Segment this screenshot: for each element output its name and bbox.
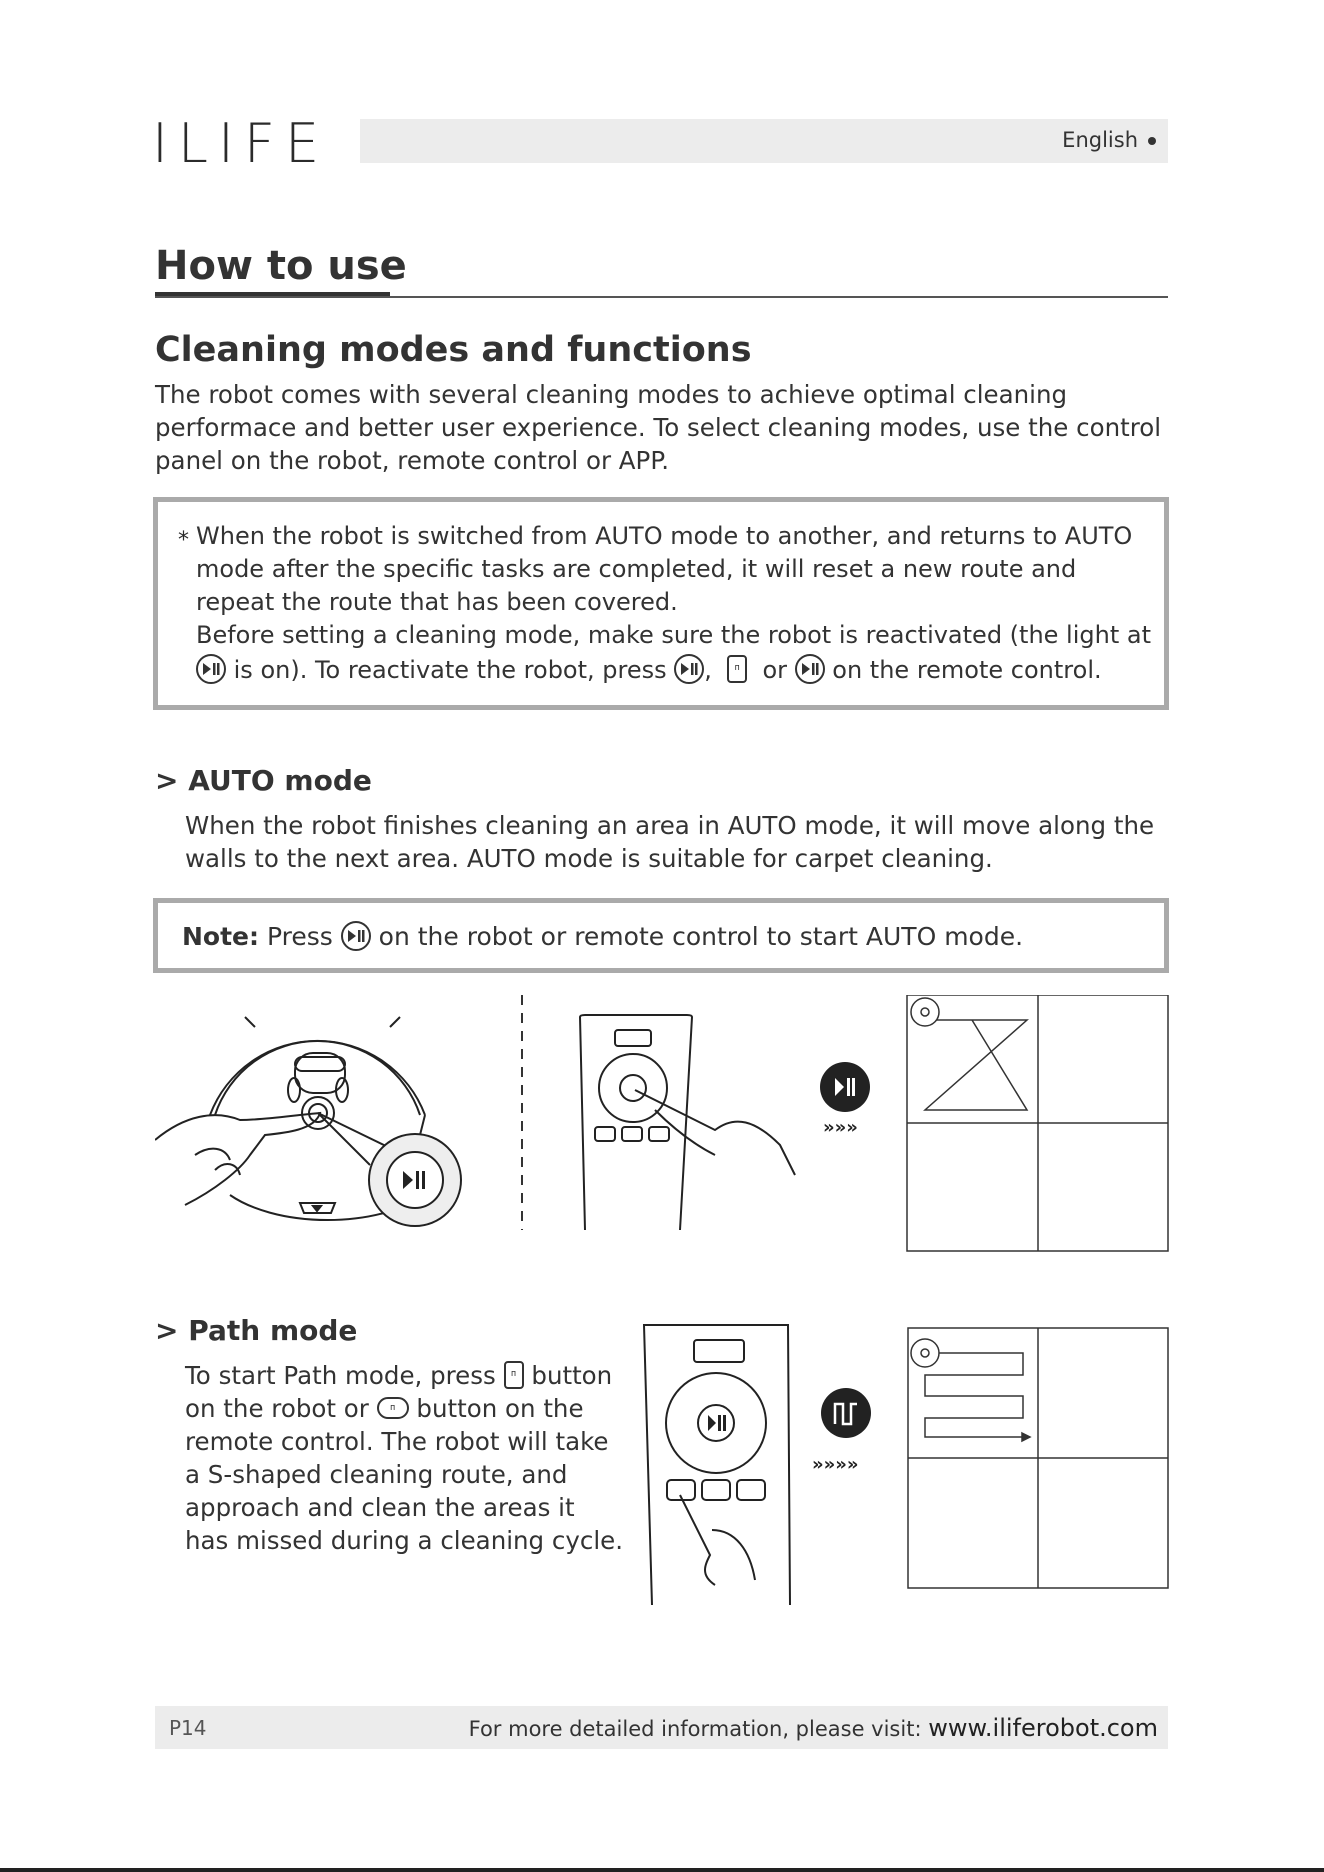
subsection-title: Cleaning modes and functions	[155, 330, 752, 370]
path-mode-line: approach and clean the areas it	[185, 1493, 575, 1522]
bullet-icon	[1148, 137, 1156, 145]
auto-note-box	[153, 898, 1169, 973]
notice-fragment: on the remote control.	[832, 656, 1102, 684]
notice-line: mode after the specific tasks are completed, it will reset a new route and	[196, 555, 1077, 583]
remote-illustration	[644, 1325, 790, 1605]
auto-path-grid	[907, 995, 1168, 1251]
path-mode-icon: ᴨ	[504, 1361, 524, 1389]
path-fragment: button	[531, 1361, 613, 1390]
path-fragment: To start Path mode, press	[185, 1361, 496, 1390]
notice-fragment: is on). To reactivate the robot, press	[233, 656, 667, 684]
play-pause-badge-icon	[820, 1062, 870, 1112]
intro-line: panel on the robot, remote control or APP.	[155, 446, 670, 475]
notice-fragment: ,	[704, 656, 712, 684]
auto-mode-title: > AUTO mode	[155, 764, 372, 797]
section-title: How to use	[155, 243, 407, 289]
asterisk: *	[178, 528, 189, 553]
remote-illustration	[580, 1015, 795, 1230]
path-mode-line	[185, 1392, 623, 1425]
footer-label: For more detailed information, please visit:	[468, 1717, 922, 1741]
footer-bar	[155, 1706, 1168, 1749]
path-mode-line: remote control. The robot will take	[185, 1427, 609, 1456]
play-pause-icon	[196, 654, 226, 684]
auto-note-text	[182, 920, 1023, 953]
auto-mode-line: walls to the next area. AUTO mode is suitable for carpet cleaning.	[185, 844, 993, 873]
note-label: Note:	[182, 922, 260, 951]
bottom-edge	[0, 1868, 1324, 1872]
robot-illustration	[155, 1017, 461, 1226]
play-pause-icon	[341, 921, 371, 951]
auto-mode-line: When the robot finishes cleaning an area in AUTO mode, it will move along the	[185, 811, 1155, 840]
path-mode-paragraph	[185, 1359, 623, 1557]
language-bar	[360, 119, 1168, 163]
arrows-icon: »»»	[823, 1117, 858, 1138]
notice-line	[196, 654, 1176, 687]
brand-logo: ILIFE	[152, 112, 330, 175]
play-pause-icon	[674, 654, 704, 684]
website-link[interactable]: www.iliferobot.com	[928, 1714, 1158, 1742]
page-number: P14	[169, 1716, 207, 1740]
path-fragment: on the robot or	[185, 1394, 369, 1423]
notice-fragment: or	[762, 656, 787, 684]
path-mode-badge-icon	[821, 1388, 871, 1438]
notice-line: Before setting a cleaning mode, make sure the robot is reactivated (the light at	[196, 621, 1151, 649]
intro-line: The robot comes with several cleaning modes to achieve optimal cleaning	[155, 380, 1068, 409]
path-fragment: button on the	[416, 1394, 584, 1423]
notice-box	[153, 497, 1169, 710]
path-mode-icon: ᴨ	[727, 655, 747, 683]
notice-line: repeat the route that has been covered.	[196, 588, 678, 616]
path-mode-illustration	[640, 1320, 1170, 1610]
play-pause-icon	[795, 654, 825, 684]
path-mode-line	[185, 1359, 623, 1392]
arrows-icon: »»»»	[812, 1454, 859, 1475]
note-fragment: on the robot or remote control to start AUTO mode.	[378, 922, 1024, 951]
path-mode-line: has missed during a cleaning cycle.	[185, 1526, 624, 1555]
path-mode-remote-icon: ᴨ	[377, 1397, 409, 1419]
auto-mode-illustration	[155, 995, 1170, 1255]
note-fragment: Press	[266, 922, 333, 951]
auto-mode-paragraph	[185, 809, 1154, 875]
path-mode-title: > Path mode	[155, 1314, 358, 1347]
intro-line: performace and better user experience. To select cleaning modes, use the control	[155, 413, 1162, 442]
path-mode-grid	[908, 1328, 1168, 1588]
title-rule	[155, 296, 1168, 298]
footer-text	[469, 1714, 1158, 1742]
path-mode-line: a S-shaped cleaning route, and	[185, 1460, 568, 1489]
notice-line: When the robot is switched from AUTO mode to another, and returns to AUTO	[196, 522, 1133, 550]
language-label: English	[1062, 128, 1156, 152]
intro-paragraph	[155, 378, 1161, 477]
notice-text	[196, 520, 1176, 687]
